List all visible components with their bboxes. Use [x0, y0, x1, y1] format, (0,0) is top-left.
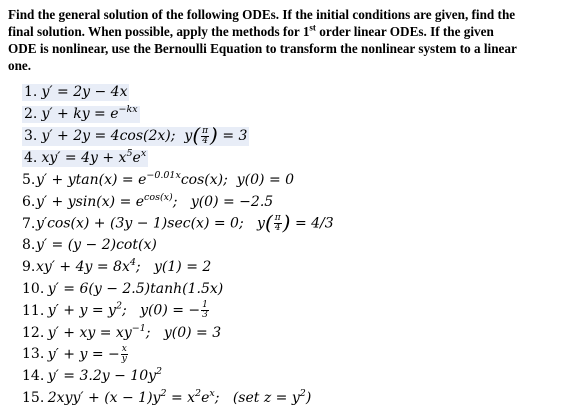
problem-6: 6. $y' + ysin(x) = e^{cos(x)}$; y(0) = −2.5	[22, 191, 274, 210]
problem-7-equation: y′cos(x) + (3y − 1)sec(x) = 0; y( $\frac{\pi}{4}$ ) = 4/3	[36, 210, 334, 235]
problem-11: 11. $y' + y = y^2$; y(0) = − $\frac{1}{3}$	[22, 300, 208, 321]
problem-9: 9. $xy' + 4y = 8x^4$; y(1) = 2	[22, 257, 212, 276]
problem-9-equation: $xy' + 4y = 8x^4$; y(1) = 2	[36, 257, 212, 276]
problem-14-equation: $y' = 3.2y - 10y^2$	[47, 366, 163, 385]
instructions-paragraph	[8, 6, 554, 74]
problem-1-highlight: 1. y′ = 2y − 4x	[24, 84, 128, 101]
problem-14: 14. $y' = 3.2y - 10y^2$	[22, 366, 163, 385]
instructions-line-2: final solution. When possible, apply the methods for 1st order linear ODEs. If the given	[8, 22, 494, 39]
problem-10: 10. y′ = 6(y − 2.5)tanh(1.5x)	[22, 281, 224, 298]
problem-7: 7. y′cos(x) + (3y − 1)sec(x) = 0; y( $\frac{\pi}{4}$ ) = 4/3	[22, 210, 334, 235]
problem-3-equation: y′ + 2y = 4cos(2x); y( $\frac{\pi}{4}$ ) = 3	[41, 123, 248, 148]
problem-5-equation: $y' + ytan(x) = e^{-0.01x}\cos(x)$; y(0) = 0	[36, 170, 295, 189]
x-over-y-fraction: $\frac{x}{y}$	[121, 343, 127, 364]
problem-1-equation: y′ = 2y − 4x	[41, 84, 128, 101]
problem-10-equation: y′ = 6(y − 2.5)tanh(1.5x)	[47, 281, 224, 298]
pi-over-4-fraction: $\frac{\pi}{4}$	[274, 213, 281, 234]
problem-2	[22, 104, 552, 126]
problem-8: 8. y′ = (y − 2)cot(x)	[22, 237, 157, 254]
problem-11-equation: $y' + y = y^2$; y(0) = − $\frac{1}{3}$	[47, 300, 208, 321]
problem-2-highlight: 2. y′ + ky = $e^{-kx}$	[24, 104, 138, 123]
problem-4-equation: $xy' = 4y + x^5e^x$	[41, 147, 147, 166]
problem-12: 12. y′ + xy = $xy^{-1}$; y(0) = 3	[22, 322, 222, 341]
problem-3-highlight: 3. y′ + 2y = 4cos(2x); y( $\frac{\pi}{4}$ ) = 3	[24, 123, 248, 148]
problem-6-equation: $y' + ysin(x) = e^{cos(x)}$; y(0) = −2.5	[36, 191, 274, 210]
one-third-fraction: $\frac{1}{3}$	[202, 300, 208, 321]
problem-15: 15. $2xyy' + (x - 1)y^2 = x^2e^x$; (set $z = y^2$)	[22, 388, 312, 407]
problem-4	[22, 147, 552, 169]
problem-13: 13. y′ + y = − $\frac{x}{y}$	[22, 343, 127, 364]
pi-over-4-fraction: $\frac{\pi}{4}$	[202, 125, 209, 146]
problem-1	[22, 82, 552, 104]
problem-15-equation: $2xyy' + (x - 1)y^2 = x^2e^x$; (set $z = y^2$)	[47, 388, 312, 407]
problem-12-equation: y′ + xy = $xy^{-1}$; y(0) = 3	[47, 322, 222, 341]
problem-4-highlight: 4. $xy' = 4y + x^5e^x$	[24, 147, 147, 166]
problem-13-equation: y′ + y = − $\frac{x}{y}$	[47, 343, 127, 364]
problem-8-equation: y′ = (y − 2)cot(x)	[36, 237, 157, 254]
problem-list	[22, 82, 552, 409]
problem-3	[22, 123, 552, 148]
instructions-line-3: ODE is nonlinear, use the Bernoulli Equation to transform the nonlinear system to a linear	[8, 41, 517, 56]
problem-5: 5. $y' + ytan(x) = e^{-0.01x}\cos(x)$; y(0) = 0	[22, 170, 295, 189]
instructions-line-1: Find the general solution of the following ODEs. If the initial conditions are given, find the	[8, 7, 516, 22]
instructions-line-4: one.	[8, 58, 32, 73]
problem-2-equation: y′ + ky = $e^{-kx}$	[41, 104, 138, 123]
